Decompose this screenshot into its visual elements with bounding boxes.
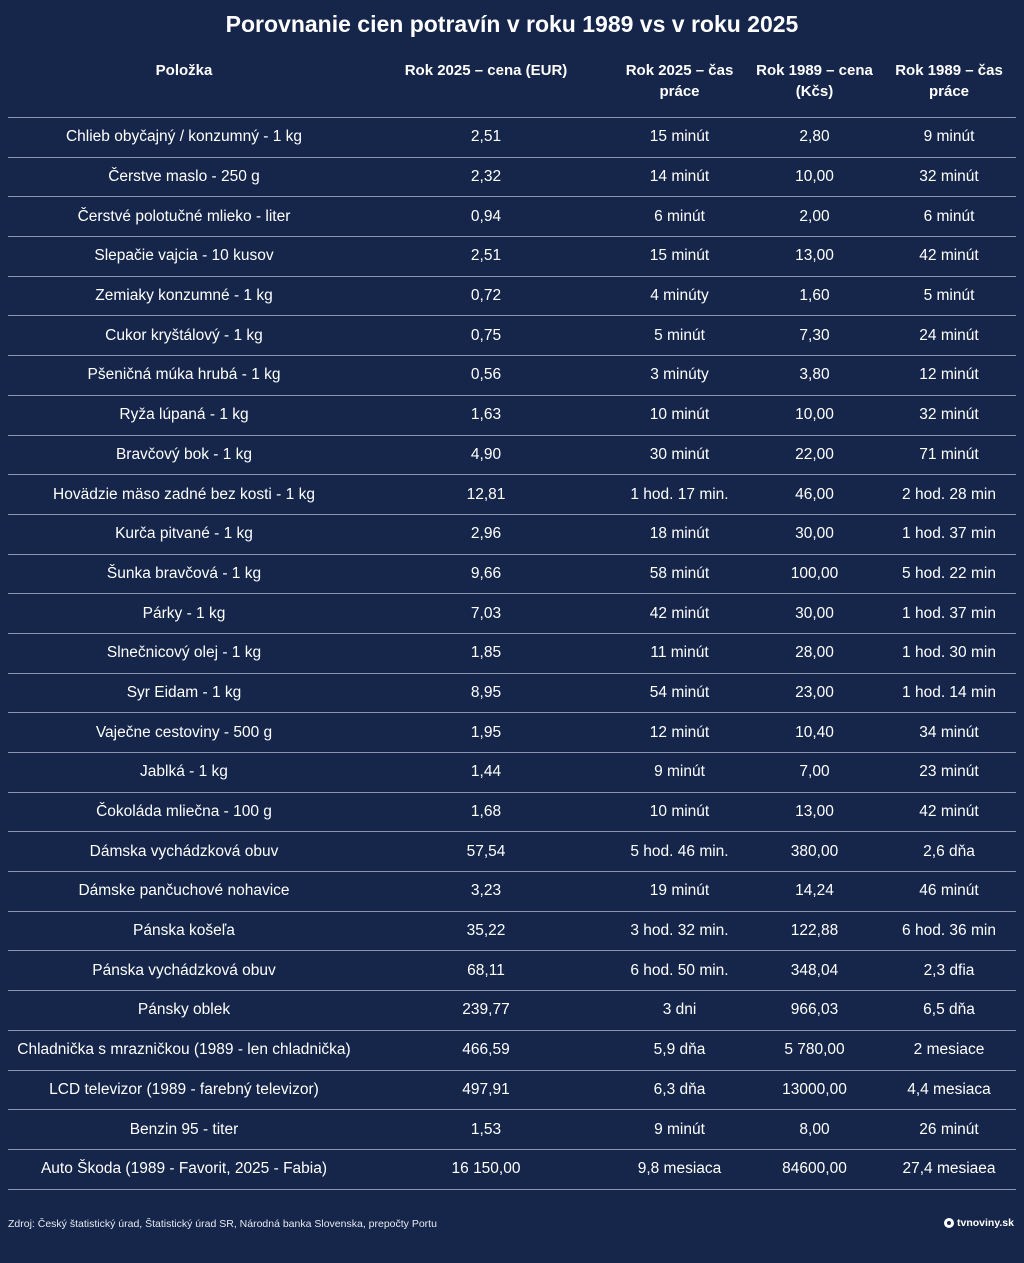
cell-price-2025: 16 150,00 (360, 1149, 612, 1189)
cell-price-1989: 10,00 (747, 157, 882, 197)
cell-worktime-2025: 3 dni (612, 991, 747, 1031)
cell-item: Pánska košeľa (8, 911, 360, 951)
table-row (8, 713, 1016, 753)
cell-worktime-2025: 12 minút (612, 713, 747, 753)
cell-worktime-1989: 1 hod. 14 min (882, 673, 1016, 713)
cell-item: Chlieb obyčajný / konzumný - 1 kg (8, 118, 360, 158)
cell-item: Benzin 95 - titer (8, 1110, 360, 1150)
cell-worktime-2025: 10 minút (612, 792, 747, 832)
cell-price-2025: 9,66 (360, 554, 612, 594)
table-row (8, 832, 1016, 872)
cell-price-1989: 2,00 (747, 197, 882, 237)
cell-worktime-1989: 32 minút (882, 157, 1016, 197)
cell-price-1989: 14,24 (747, 872, 882, 912)
price-table (8, 52, 1016, 1190)
cell-item: Kurča pitvané - 1 kg (8, 514, 360, 554)
cell-price-2025: 1,95 (360, 713, 612, 753)
cell-price-2025: 497,91 (360, 1070, 612, 1110)
cell-worktime-1989: 71 minút (882, 435, 1016, 475)
cell-price-2025: 1,68 (360, 792, 612, 832)
cell-worktime-1989: 32 minút (882, 395, 1016, 435)
cell-item: Bravčový bok - 1 kg (8, 435, 360, 475)
cell-price-1989: 348,04 (747, 951, 882, 991)
table-row (8, 753, 1016, 793)
table-row (8, 554, 1016, 594)
cell-item: Pánska vychádzková obuv (8, 951, 360, 991)
table-row (8, 356, 1016, 396)
cell-worktime-2025: 10 minút (612, 395, 747, 435)
table-row (8, 276, 1016, 316)
cell-item: Slnečnicový olej - 1 kg (8, 633, 360, 673)
cell-worktime-1989: 42 minút (882, 237, 1016, 277)
cell-item: Šunka bravčová - 1 kg (8, 554, 360, 594)
page-title: Porovnanie cien potravín v roku 1989 vs v roku 2025 (225, 11, 799, 37)
table-row (8, 1149, 1016, 1189)
cell-price-2025: 239,77 (360, 991, 612, 1031)
table-row (8, 872, 1016, 912)
cell-worktime-1989: 1 hod. 37 min (882, 514, 1016, 554)
header-price-2025: Rok 2025 – cena (EUR) (360, 52, 612, 118)
cell-worktime-2025: 14 minút (612, 157, 747, 197)
table-header-row (8, 52, 1016, 118)
cell-worktime-1989: 9 minút (882, 118, 1016, 158)
table-row (8, 1030, 1016, 1070)
table-row (8, 1110, 1016, 1150)
cell-worktime-1989: 2 mesiace (882, 1030, 1016, 1070)
cell-worktime-2025: 18 minút (612, 514, 747, 554)
cell-worktime-1989: 1 hod. 30 min (882, 633, 1016, 673)
cell-worktime-2025: 54 minút (612, 673, 747, 713)
cell-price-2025: 1,63 (360, 395, 612, 435)
cell-price-1989: 84600,00 (747, 1149, 882, 1189)
cell-item: Ryža lúpaná - 1 kg (8, 395, 360, 435)
table-row (8, 435, 1016, 475)
cell-price-1989: 7,30 (747, 316, 882, 356)
cell-worktime-2025: 5 hod. 46 min. (612, 832, 747, 872)
cell-price-1989: 380,00 (747, 832, 882, 872)
cell-price-2025: 4,90 (360, 435, 612, 475)
cell-price-1989: 10,40 (747, 713, 882, 753)
cell-worktime-1989: 42 minút (882, 792, 1016, 832)
cell-price-2025: 0,75 (360, 316, 612, 356)
cell-worktime-1989: 27,4 mesiaea (882, 1149, 1016, 1189)
table-row (8, 197, 1016, 237)
cell-price-2025: 3,23 (360, 872, 612, 912)
cell-price-2025: 1,85 (360, 633, 612, 673)
cell-price-2025: 0,72 (360, 276, 612, 316)
cell-worktime-2025: 6,3 dňa (612, 1070, 747, 1110)
cell-price-2025: 2,32 (360, 157, 612, 197)
cell-price-1989: 10,00 (747, 395, 882, 435)
cell-price-1989: 122,88 (747, 911, 882, 951)
cell-worktime-1989: 5 minút (882, 276, 1016, 316)
cell-price-2025: 466,59 (360, 1030, 612, 1070)
cell-item: Pšeničná múka hrubá - 1 kg (8, 356, 360, 396)
cell-worktime-1989: 23 minút (882, 753, 1016, 793)
cell-price-2025: 0,56 (360, 356, 612, 396)
cell-item: Párky - 1 kg (8, 594, 360, 634)
cell-price-2025: 8,95 (360, 673, 612, 713)
cell-price-1989: 8,00 (747, 1110, 882, 1150)
cell-item: Auto Škoda (1989 - Favorit, 2025 - Fabia) (8, 1149, 360, 1189)
cell-price-2025: 1,44 (360, 753, 612, 793)
cell-item: Čerstve maslo - 250 g (8, 157, 360, 197)
cell-item: Slepačie vajcia - 10 kusov (8, 237, 360, 277)
cell-item: Chladnička s mrazničkou (1989 - len chladnička) (8, 1030, 360, 1070)
cell-price-1989: 28,00 (747, 633, 882, 673)
cell-worktime-2025: 42 minút (612, 594, 747, 634)
brand-logo (944, 1215, 1014, 1231)
cell-price-1989: 100,00 (747, 554, 882, 594)
cell-worktime-1989: 2 hod. 28 min (882, 475, 1016, 515)
cell-price-1989: 46,00 (747, 475, 882, 515)
cell-worktime-1989: 2,6 dňa (882, 832, 1016, 872)
cell-item: Zemiaky konzumné - 1 kg (8, 276, 360, 316)
logo-text: tvnoviny.sk (957, 1217, 1014, 1229)
cell-item: Jablká - 1 kg (8, 753, 360, 793)
cell-worktime-2025: 3 minúty (612, 356, 747, 396)
cell-item: Pánsky oblek (8, 991, 360, 1031)
cell-worktime-2025: 6 hod. 50 min. (612, 951, 747, 991)
cell-worktime-1989: 12 minút (882, 356, 1016, 396)
header-price-1989: Rok 1989 – cena (Kčs) (747, 52, 882, 118)
cell-worktime-2025: 9,8 mesiaca (612, 1149, 747, 1189)
cell-item: Syr Eidam - 1 kg (8, 673, 360, 713)
header-item: Položka (8, 52, 360, 118)
table-body (8, 118, 1016, 1190)
cell-price-1989: 23,00 (747, 673, 882, 713)
cell-worktime-2025: 11 minút (612, 633, 747, 673)
cell-price-1989: 1,60 (747, 276, 882, 316)
cell-worktime-1989: 34 minút (882, 713, 1016, 753)
table-row (8, 673, 1016, 713)
cell-worktime-1989: 6 minút (882, 197, 1016, 237)
cell-price-1989: 7,00 (747, 753, 882, 793)
cell-worktime-2025: 5 minút (612, 316, 747, 356)
cell-price-2025: 12,81 (360, 475, 612, 515)
cell-price-2025: 7,03 (360, 594, 612, 634)
cell-price-1989: 13,00 (747, 237, 882, 277)
cell-worktime-1989: 2,3 dfia (882, 951, 1016, 991)
tvnoviny-logo-icon (944, 1218, 954, 1228)
cell-worktime-2025: 58 minút (612, 554, 747, 594)
cell-price-2025: 2,51 (360, 118, 612, 158)
table-row (8, 951, 1016, 991)
table-row (8, 911, 1016, 951)
cell-worktime-2025: 19 minút (612, 872, 747, 912)
cell-worktime-1989: 6 hod. 36 min (882, 911, 1016, 951)
cell-item: Hovädzie mäso zadné bez kosti - 1 kg (8, 475, 360, 515)
cell-price-2025: 0,94 (360, 197, 612, 237)
cell-price-2025: 57,54 (360, 832, 612, 872)
cell-price-2025: 2,96 (360, 514, 612, 554)
cell-worktime-2025: 9 minút (612, 753, 747, 793)
cell-worktime-1989: 6,5 dňa (882, 991, 1016, 1031)
cell-worktime-2025: 30 minút (612, 435, 747, 475)
cell-price-1989: 3,80 (747, 356, 882, 396)
cell-worktime-1989: 4,4 mesiaca (882, 1070, 1016, 1110)
cell-item: Cukor kryštálový - 1 kg (8, 316, 360, 356)
cell-price-1989: 13,00 (747, 792, 882, 832)
cell-item: Dámska vychádzková obuv (8, 832, 360, 872)
cell-item: Dámske pančuchové nohavice (8, 872, 360, 912)
table-row (8, 991, 1016, 1031)
cell-price-1989: 966,03 (747, 991, 882, 1031)
cell-worktime-2025: 5,9 dňa (612, 1030, 747, 1070)
cell-price-1989: 30,00 (747, 514, 882, 554)
table-row (8, 633, 1016, 673)
cell-worktime-2025: 9 minút (612, 1110, 747, 1150)
cell-price-2025: 1,53 (360, 1110, 612, 1150)
cell-item: LCD televizor (1989 - farebný televizor) (8, 1070, 360, 1110)
cell-item: Čokoláda mliečna - 100 g (8, 792, 360, 832)
cell-price-1989: 22,00 (747, 435, 882, 475)
cell-worktime-1989: 5 hod. 22 min (882, 554, 1016, 594)
header-worktime-1989: Rok 1989 – čas práce (882, 52, 1016, 118)
cell-price-1989: 13000,00 (747, 1070, 882, 1110)
table-row (8, 475, 1016, 515)
cell-worktime-1989: 1 hod. 37 min (882, 594, 1016, 634)
cell-worktime-2025: 1 hod. 17 min. (612, 475, 747, 515)
table-row (8, 395, 1016, 435)
table-row (8, 792, 1016, 832)
cell-price-2025: 35,22 (360, 911, 612, 951)
header-worktime-2025: Rok 2025 – čas práce (612, 52, 747, 118)
table-row (8, 514, 1016, 554)
table-row (8, 237, 1016, 277)
cell-item: Čerstvé polotučné mlieko - liter (8, 197, 360, 237)
cell-worktime-2025: 4 minúty (612, 276, 747, 316)
table-row (8, 316, 1016, 356)
cell-price-1989: 2,80 (747, 118, 882, 158)
table-row (8, 594, 1016, 634)
cell-worktime-1989: 24 minút (882, 316, 1016, 356)
table-row (8, 157, 1016, 197)
cell-worktime-1989: 26 minút (882, 1110, 1016, 1150)
cell-price-2025: 68,11 (360, 951, 612, 991)
cell-price-1989: 5 780,00 (747, 1030, 882, 1070)
table-row (8, 1070, 1016, 1110)
cell-worktime-1989: 46 minút (882, 872, 1016, 912)
cell-price-2025: 2,51 (360, 237, 612, 277)
source-note: Zdroj: Český štatistický úrad, Štatistický úrad SR, Národná banka Slovenska, prepočty Portu (8, 1218, 437, 1230)
cell-worktime-2025: 15 minút (612, 237, 747, 277)
table-row (8, 118, 1016, 158)
cell-item: Vaječne cestoviny - 500 g (8, 713, 360, 753)
cell-worktime-2025: 3 hod. 32 min. (612, 911, 747, 951)
cell-worktime-2025: 15 minút (612, 118, 747, 158)
cell-price-1989: 30,00 (747, 594, 882, 634)
cell-worktime-2025: 6 minút (612, 197, 747, 237)
